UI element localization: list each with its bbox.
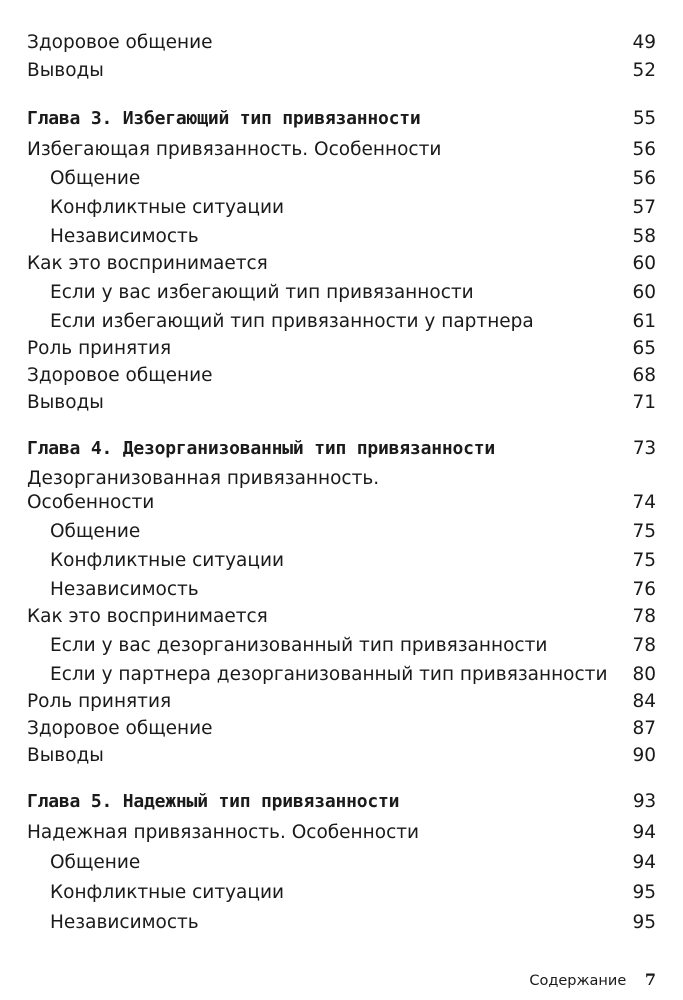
toc-chapter-heading: [27, 107, 656, 131]
toc-entry-page: 95: [632, 912, 656, 933]
toc-entry-title: Роль принятия: [27, 691, 172, 712]
toc-entry-page: 74: [632, 492, 656, 513]
toc-entry-title: Выводы: [27, 745, 104, 766]
toc-entry-page: 55: [632, 108, 656, 129]
toc-entry-page: 60: [632, 282, 656, 303]
toc-chapter-heading: [27, 437, 656, 461]
toc-entry-page: 90: [632, 745, 656, 766]
toc-entry-title: Общение: [50, 168, 141, 189]
toc-entry-title: Независимость: [50, 226, 199, 247]
toc-entry-title: Если у вас избегающий тип привязанности: [50, 282, 474, 303]
toc-entry: [27, 364, 656, 388]
toc-entry-page: 61: [632, 311, 656, 332]
toc-chapter-title: Глава 3. Избегающий тип привязанности: [27, 108, 421, 129]
toc-chapter-title: Глава 4. Дезорганизованный тип привязанности: [27, 438, 496, 459]
toc-entry-page: 75: [632, 550, 656, 571]
toc-entry: [27, 337, 656, 361]
toc-entry-title: Общение: [50, 852, 141, 873]
toc-entry-title: Выводы: [27, 392, 104, 413]
toc-entry-title: Если избегающий тип привязанности у партнера: [50, 311, 534, 332]
toc-entry-title: Здоровое общение: [27, 718, 213, 739]
toc-subentry: [50, 520, 656, 544]
toc-entry: [27, 391, 656, 415]
toc-entry: [27, 744, 656, 768]
toc-entry-page: 95: [632, 882, 656, 903]
toc-chapter-title: Глава 5. Надежный тип привязанности: [27, 791, 400, 812]
toc-entry-title: Общение: [50, 521, 141, 542]
toc-entry-page: 56: [632, 139, 656, 160]
page-footer: [529, 970, 656, 991]
toc-entry-page: 60: [632, 253, 656, 274]
toc-entry-page: 58: [632, 226, 656, 247]
toc-entry-page: 78: [632, 606, 656, 627]
toc-subentry: [50, 196, 656, 220]
toc-entry: [27, 467, 656, 491]
toc-subentry: [50, 663, 656, 687]
toc-entry-page: 84: [632, 691, 656, 712]
toc-entry-title: Дезорганизованная привязанность.: [27, 468, 380, 489]
toc-subentry: [50, 281, 656, 305]
toc-entry: [27, 821, 656, 845]
toc-entry-title: Здоровое общение: [27, 32, 213, 53]
toc-entry-page: 56: [632, 168, 656, 189]
toc-entry-page: 65: [632, 338, 656, 359]
page-number: 7: [644, 970, 656, 989]
toc-entry-title: Выводы: [27, 60, 104, 81]
toc-subentry: [50, 911, 656, 935]
toc-subentry: [50, 549, 656, 573]
toc-entry-title: Независимость: [50, 912, 199, 933]
toc-entry-title: Независимость: [50, 579, 199, 600]
toc-subentry: [50, 310, 656, 334]
toc-entry-page: 93: [632, 791, 656, 812]
toc-subentry: [50, 167, 656, 191]
toc-entry-page: 68: [632, 365, 656, 386]
toc-entry: [27, 491, 656, 515]
toc-entry-title: Конфликтные ситуации: [50, 197, 285, 218]
toc-entry-page: 87: [632, 718, 656, 739]
toc-entry: [27, 690, 656, 714]
toc-entry: [27, 31, 656, 55]
toc-chapter-heading: [27, 790, 656, 814]
toc-subentry: [50, 881, 656, 905]
toc-entry: [27, 717, 656, 741]
toc-entry-title: Избегающая привязанность. Особенности: [27, 139, 442, 160]
toc-entry-page: 71: [632, 392, 656, 413]
toc-entry-page: 57: [632, 197, 656, 218]
toc-entry-page: 78: [632, 635, 656, 656]
toc-entry-page: 49: [632, 32, 656, 53]
toc-subentry: [50, 851, 656, 875]
toc-entry-title: Конфликтные ситуации: [50, 882, 285, 903]
toc-entry-title: Если у партнера дезорганизованный тип привязанности: [50, 664, 608, 685]
toc-entry-title: Как это воспринимается: [27, 253, 268, 274]
toc-entry-title: Как это воспринимается: [27, 606, 268, 627]
toc-entry: [27, 605, 656, 629]
toc-entry-page: 94: [632, 852, 656, 873]
toc-subentry: [50, 578, 656, 602]
toc-entry-title: Здоровое общение: [27, 365, 213, 386]
running-footer-label: Содержание: [529, 973, 627, 989]
toc-entry-page: 73: [632, 438, 656, 459]
toc-entry: [27, 252, 656, 276]
toc-entry-title: Если у вас дезорганизованный тип привязанности: [50, 635, 548, 656]
toc-entry-title: Роль принятия: [27, 338, 172, 359]
toc-entry-page: 80: [632, 664, 656, 685]
toc-entry-page: 94: [632, 822, 656, 843]
toc-entry-title: Конфликтные ситуации: [50, 550, 285, 571]
toc-entry: [27, 138, 656, 162]
toc-entry: [27, 59, 656, 83]
toc-entry-title: Надежная привязанность. Особенности: [27, 822, 420, 843]
toc-entry-page: 52: [632, 60, 656, 81]
toc-subentry: [50, 634, 656, 658]
toc-entry-page: 76: [632, 579, 656, 600]
toc-subentry: [50, 225, 656, 249]
toc-entry-page: 75: [632, 521, 656, 542]
toc-entry-title: Особенности: [27, 492, 155, 513]
